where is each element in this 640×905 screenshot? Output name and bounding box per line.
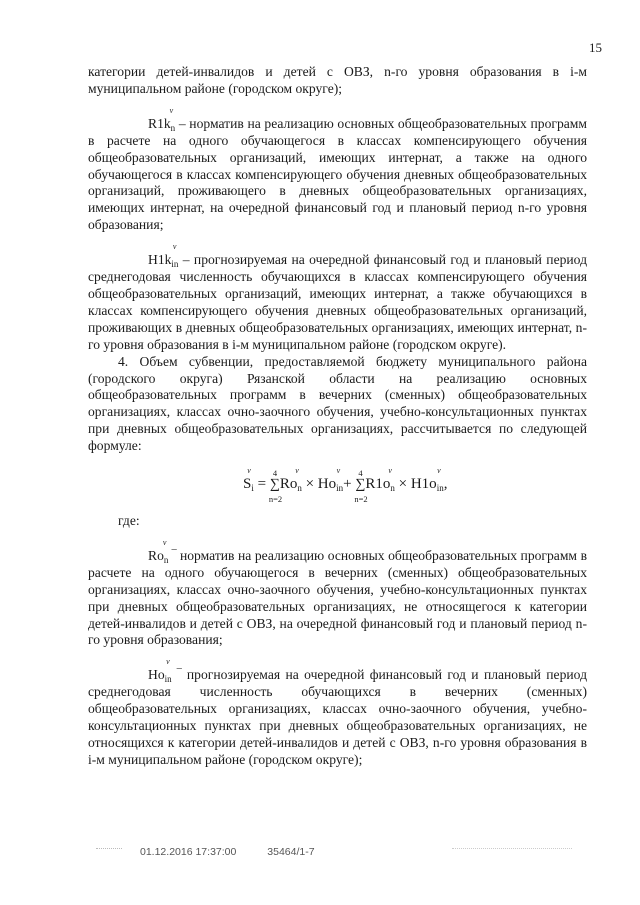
- document-footer: [140, 846, 343, 858]
- symbol-h1k: v $H1k_{in}$: [148, 242, 179, 270]
- definition-ro: v $Ro_n$ ‾ норматив на реализацию основных общеобразовательных программ в расчете на одного обучающегося в вечерних (сменных) общеобразовательных организациях, классах очно-заочного обучения, учебно-консультационных пунктах при дневных общеобразовательных организациях, не относящегося к категории детей-инвалидов и детей с ОВЗ, на очередной финансовый год и плановый период n-го уровня образования;: [88, 537, 587, 648]
- page-number: 15: [589, 40, 602, 55]
- sum-symbol: 4 ∑ n=2: [354, 468, 368, 505]
- footer-timestamp: 01.12.2016 17:37:00: [140, 846, 237, 858]
- footer-doc-id: 35464/1-7: [267, 846, 315, 858]
- symbol-r1k: v $R1k_n$: [148, 105, 176, 133]
- definition-r1k: v $R1k_n$ – норматив на реализацию основных общеобразовательных программ в расчете на одного обучающегося в классах компенсирующего обучения общеобразовательных организаций, имеющих интернат, а также на одного обучающегося в классах компенсирующего обучения дневных общеобразовательных организаций, проживающего в дневных общеобразовательных организациях, имеющих интернат, на очередной финансовый год и плановый период n-го уровня образования;: [88, 105, 587, 233]
- symbol-ro: v $Ro_n$: [148, 537, 169, 565]
- paragraph-4: 4. Объем субвенции, предоставляемой бюджету муниципального района (городского округа) Рязанской области на реализацию основных общеобразовательных программ в вечерних (сменных) общеобразовательных организациях, классах очно-заочного обучения, учебно-консультационных пунктах при дневных общеобразовательных организациях, рассчитывается по следующей формуле:: [88, 353, 587, 454]
- symbol-ho: v $Ho_{in}$: [148, 657, 172, 685]
- sum-symbol: 4 ∑ n=2: [268, 468, 283, 505]
- scan-artifact-left: [96, 848, 122, 855]
- where-label: где:: [118, 513, 140, 529]
- definition-ho: v $Ho_{in}$ ‾ прогнозируемая на очередной финансовый год и плановый период среднегодовая численность обучающихся в вечерних (сменных) общеобразовательных организациях, классах очно-заочного обучения, учебно-консультационных пунктах при дневных общеобразовательных организациях, не относящихся к категории детей-инвалидов и детей с ОВЗ, n-го уровня образования в i-м муниципальном районе (городском округе);: [88, 657, 587, 767]
- subvention-formula: v $S_i$ = 4 ∑ n=2 v $Ro_n$ × v $Ho_{in}+$ 4 ∑ n=2 v $R1o_n$ × v $H1o_{in}$,: [243, 466, 448, 505]
- paragraph-continuation: категории детей-инвалидов и детей с ОВЗ, n-го уровня образования в i-м муниципальном районе (городском округе);: [88, 64, 587, 96]
- scan-artifact-right: [452, 848, 572, 855]
- document-body: [88, 64, 587, 769]
- definition-h1k: v $H1k_{in}$ – прогнозируемая на очередной финансовый год и плановый период среднегодовая численность обучающихся в классах компенсирующего обучения общеобразовательных организаций, имеющих интернат, а также обучающихся в классах компенсирующего обучения дневных общеобразовательных организаций, проживающих в дневных общеобразовательных организациях, имеющих интернат, n-го уровня образования в i-м муниципальном районе (городском округе).: [88, 242, 587, 352]
